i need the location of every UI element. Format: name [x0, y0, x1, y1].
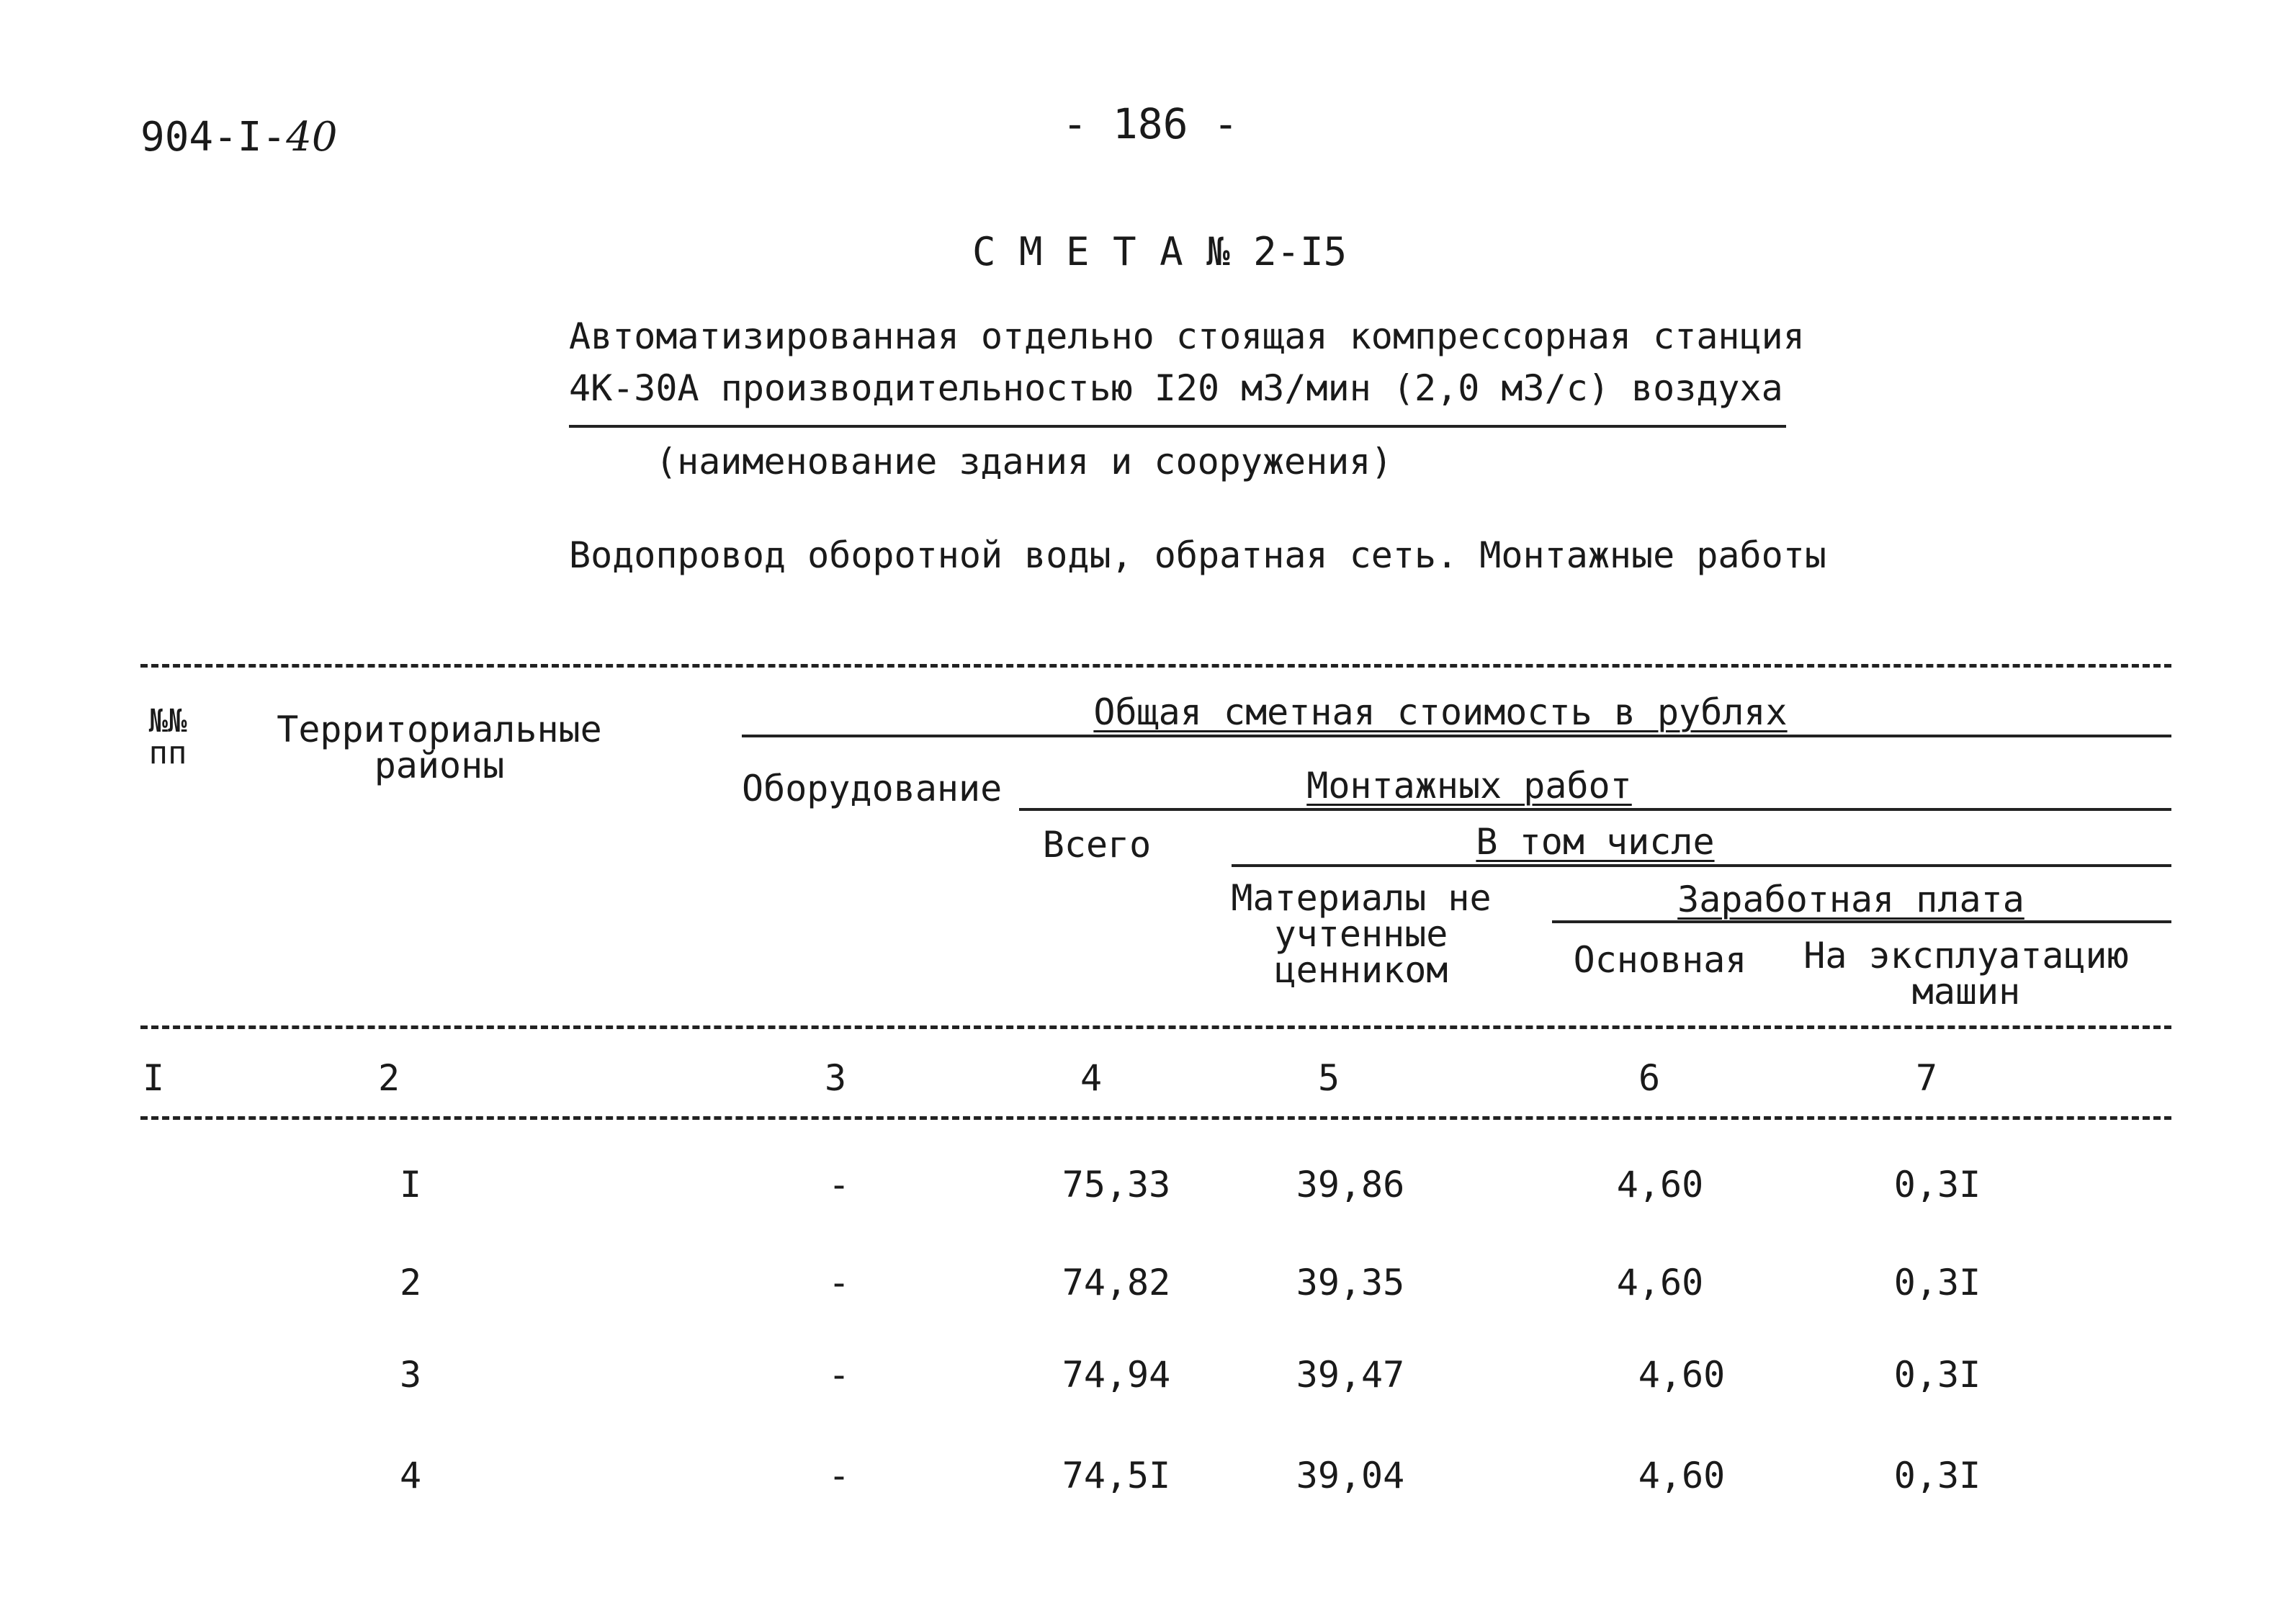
cell-basic: 4,60 [1616, 1262, 1704, 1303]
cell-region: 3 [399, 1354, 422, 1396]
header-including: В том числе [1476, 821, 1715, 863]
cell-materials: 39,86 [1296, 1164, 1405, 1206]
header-wages: Заработная плата [1677, 879, 2024, 920]
cell-equipment: - [828, 1164, 851, 1206]
cell-total: 74,82 [1062, 1262, 1171, 1303]
building-name-line1: Автоматизированная отдельно стоящая компрессорная станция [569, 315, 1805, 357]
header-bottom-rule [140, 1025, 2171, 1029]
document-code-handwritten: 40 [286, 114, 338, 161]
cell-total: 75,33 [1062, 1164, 1171, 1206]
cell-materials: 39,04 [1296, 1455, 1405, 1496]
cell-total: 74,94 [1062, 1354, 1171, 1396]
header-regions-line2: районы [374, 745, 505, 786]
rule-under-total-cost [742, 735, 2171, 737]
column-number: 2 [377, 1057, 400, 1099]
building-name-line2: 4К-30А производительностью I20 м3/мин (2,0 м3/с) воздуха [569, 367, 1783, 409]
header-regions [252, 709, 627, 786]
work-type: Водопровод оборотной воды, обратная сеть. Монтажные работы [569, 534, 1826, 576]
header-installation: Монтажных работ [1306, 765, 1632, 807]
document-code [140, 114, 338, 161]
header-basic: Основная [1573, 939, 1747, 981]
cell-machines: 0,3I [1893, 1354, 1981, 1396]
cell-region: I [399, 1164, 422, 1206]
cell-equipment: - [828, 1262, 851, 1303]
rule-under-including [1232, 864, 2171, 867]
building-caption: (наименование здания и сооружения) [655, 441, 1393, 482]
cell-machines: 0,3I [1893, 1262, 1981, 1303]
column-numbers-bottom-rule [140, 1116, 2171, 1120]
page-number: - 186 - [1062, 99, 1239, 148]
column-number: 3 [824, 1057, 847, 1099]
cell-region: 4 [399, 1455, 422, 1496]
header-materials [1224, 877, 1498, 991]
cell-total: 74,5I [1062, 1455, 1171, 1496]
header-total-cost: Общая сметная стоимость в рублях [1093, 691, 1788, 733]
cell-basic: 4,60 [1638, 1455, 1726, 1496]
header-num [143, 703, 193, 771]
document-code-prefix: 904-I- [140, 114, 287, 161]
column-number: 7 [1915, 1057, 1938, 1099]
header-materials-line1: Материалы не [1231, 877, 1492, 919]
header-machines-line2: машин [1911, 971, 2021, 1013]
table-top-rule [140, 664, 2171, 668]
cell-basic: 4,60 [1638, 1354, 1726, 1396]
header-machines-line1: На эксплуатацию [1803, 935, 2129, 977]
column-number: 4 [1080, 1057, 1103, 1099]
cell-materials: 39,35 [1296, 1262, 1405, 1303]
header-regions-line1: Территориальные [277, 709, 602, 750]
cell-machines: 0,3I [1893, 1164, 1981, 1206]
cell-equipment: - [828, 1354, 851, 1396]
cell-basic: 4,60 [1616, 1164, 1704, 1206]
column-number: I [142, 1057, 165, 1099]
cell-machines: 0,3I [1893, 1455, 1981, 1496]
header-num-line2: пп [148, 735, 187, 771]
header-machines [1786, 935, 2146, 1013]
header-total: Всего [1042, 824, 1152, 866]
header-num-line1: №№ [148, 703, 187, 740]
estimate-title: С М Е Т А № 2-I5 [972, 229, 1347, 274]
rule-under-installation [1019, 808, 2171, 811]
cell-materials: 39,47 [1296, 1354, 1405, 1396]
column-number: 6 [1638, 1057, 1661, 1099]
header-materials-line3: ценником [1274, 949, 1448, 991]
cell-equipment: - [828, 1455, 851, 1496]
column-number: 5 [1317, 1057, 1340, 1099]
header-materials-line2: учтенные [1274, 913, 1448, 955]
rule-under-wages [1552, 920, 2171, 923]
cell-region: 2 [399, 1262, 422, 1303]
building-name-underline [569, 425, 1786, 428]
header-equipment: Оборудование [742, 768, 1003, 809]
